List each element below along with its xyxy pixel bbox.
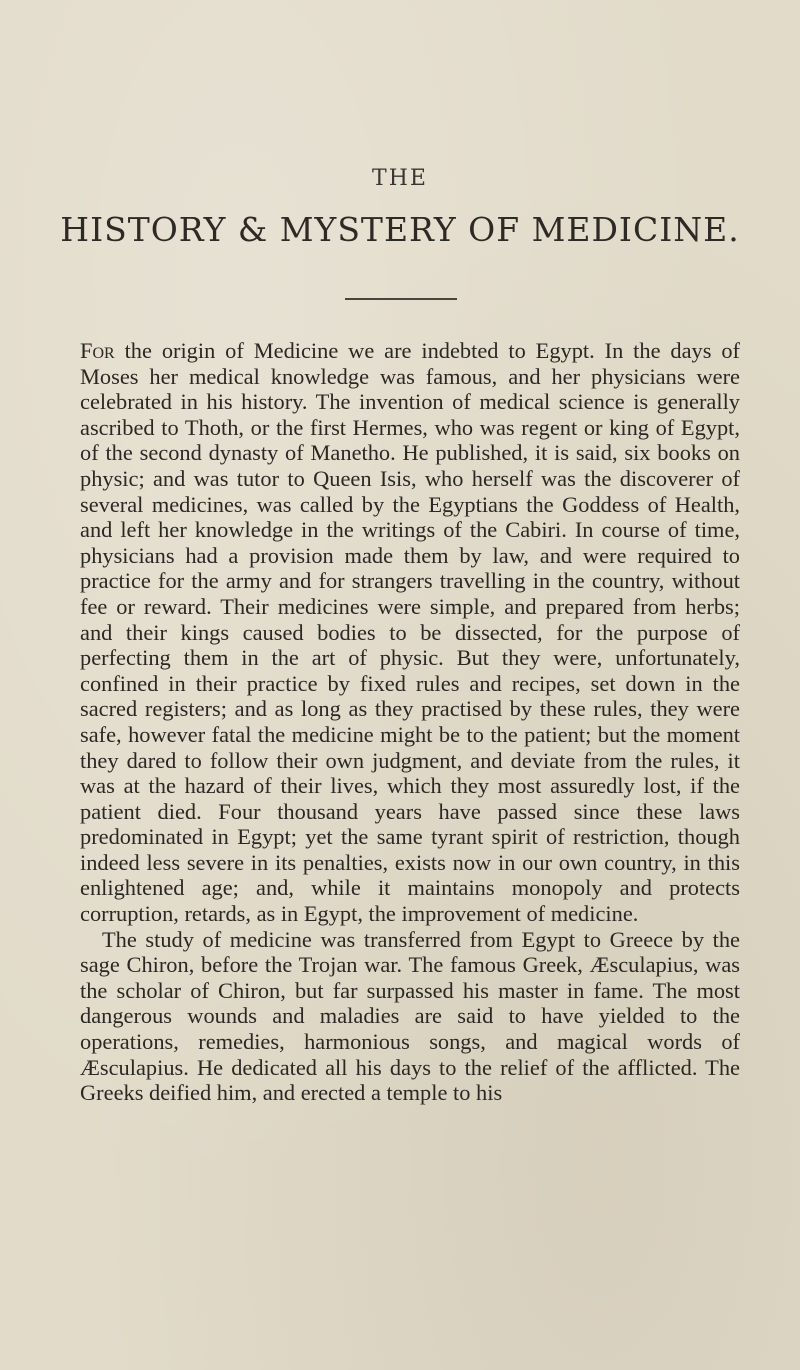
- paragraph-lead-word: For: [80, 338, 115, 363]
- pre-title: THE: [372, 166, 428, 191]
- paragraph-1-text: the origin of Medicine we are indebted to Egypt. In the days of Moses her medical knowledge was famous, and her physicians were celebrated in his history. The invention of medical science is generally ascribed to Thoth, or the first Hermes, who was regent or king of Egypt, of the second dynasty of Manetho. He published, it is said, six books on physic; and was tutor to Queen Isis, who herself was the discoverer of several medicines, was called by the Egyptians the Goddess of Health, and left her knowledge in the writings of the Cabiri. In course of time, physicians had a provision made them by law, and were required to practice for the army and for strangers travelling in the country, without fee or reward. Their medicines were simple, and prepared from herbs; and their kings caused bodies to be dissected, for the purpose of perfecting them in the art of physic. But they were, unfortunately, confined in their practice by fixed rules and recipes, set down in the sacred registers; and as long as they practised by these rules, they were safe, however fatal the medicine might be to the patient; but the moment they dared to follow their own judgment, and deviate from the rules, it was at the hazard of their lives, which they most assuredly lost, if the patient died. Four thousand years have passed since these laws predominated in Egypt; yet the same tyrant spirit of restriction, though indeed less severe in its penalties, exists now in our own country, in this enlightened age; and, while it maintains monopoly and protects corruption, retards, as in Egypt, the improvement of medicine.: [80, 338, 740, 927]
- paragraph-2: [80, 927, 740, 1106]
- title-rule-divider: [345, 298, 457, 300]
- page-title: HISTORY & MYSTERY OF MEDICINE.: [60, 210, 740, 249]
- paragraph-1: [80, 338, 740, 927]
- paragraph-2-text: The study of medicine was transferred from Egypt to Greece by the sage Chiron, before the Trojan war. The famous Greek, Æsculapius, was the scholar of Chiron, but far surpassed his master in fame. The most dangerous wounds and maladies are said to have yielded to the operations, remedies, harmonious songs, and magical words of Æsculapius. He dedicated all his days to the relief of the afflicted. The Greeks deified him, and erected a temple to his: [80, 926, 740, 1106]
- body-text: [80, 338, 740, 1106]
